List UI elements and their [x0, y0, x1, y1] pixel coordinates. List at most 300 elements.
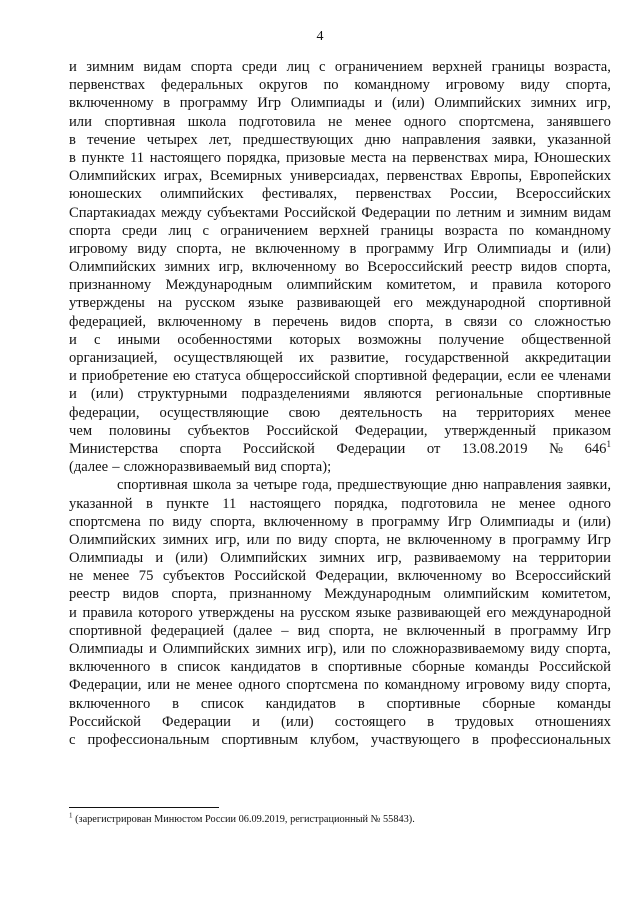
- text-line: [69, 531, 611, 549]
- word: зимних: [530, 95, 577, 112]
- text-line: [69, 640, 611, 658]
- word: спортивная: [117, 477, 188, 494]
- text-line: [69, 713, 611, 731]
- word: дню: [364, 131, 391, 148]
- word: и: [506, 204, 515, 221]
- word: Олимпийских: [162, 641, 250, 657]
- word: видам: [573, 204, 611, 221]
- word: по: [148, 513, 165, 530]
- word: развивающей: [396, 604, 481, 621]
- word: командному: [535, 222, 611, 239]
- word: спорта,: [328, 622, 375, 639]
- text-line: [69, 313, 611, 331]
- word: игровому: [69, 240, 128, 257]
- body-text: [69, 58, 611, 749]
- text-line: [69, 294, 611, 312]
- word: список: [200, 695, 244, 712]
- word: верхней: [432, 59, 483, 75]
- word: виду: [530, 677, 560, 694]
- word: спорта: [179, 440, 222, 457]
- word: четыре: [253, 477, 298, 494]
- word: Федерации: [361, 204, 431, 221]
- word: олимпийских: [160, 186, 244, 203]
- word: спорта,: [565, 641, 611, 657]
- word: олимпийским: [443, 586, 529, 603]
- word: перечень: [272, 313, 329, 330]
- word: и: [69, 386, 77, 403]
- word: программу: [371, 513, 440, 530]
- word: Федерации: [336, 440, 406, 457]
- word: их: [299, 350, 315, 366]
- word: федеральных: [160, 77, 244, 94]
- word: в: [253, 313, 261, 330]
- text-line: [69, 695, 611, 713]
- word: на: [157, 295, 173, 312]
- word: правила: [82, 604, 133, 621]
- word: Юношеских: [534, 149, 611, 166]
- word: комитетом,: [541, 586, 611, 603]
- word: Всероссийский: [515, 568, 611, 585]
- text-line: [69, 58, 611, 76]
- word: Федерации: [162, 713, 231, 730]
- word: игр,: [586, 95, 611, 112]
- word: реестр: [471, 259, 513, 276]
- word: участвующего: [370, 731, 461, 748]
- word: спортивная: [104, 113, 176, 130]
- word: являются: [363, 386, 422, 403]
- word: игровому: [465, 677, 525, 694]
- word: во: [344, 259, 359, 276]
- word: трудовых: [455, 713, 514, 730]
- word: по: [323, 77, 339, 94]
- word: спорта,: [209, 513, 256, 530]
- word: территории: [539, 550, 611, 567]
- word: Спартакиадах: [69, 204, 156, 221]
- word: Министерства: [69, 440, 159, 457]
- text-line: [69, 149, 611, 167]
- word: первенствах: [386, 168, 463, 185]
- word: состоящего: [334, 713, 406, 730]
- word: предшествующих: [242, 131, 354, 148]
- word: отношениях: [535, 713, 611, 730]
- word: утверждены: [69, 295, 145, 312]
- text-line: [69, 458, 611, 476]
- word: его: [393, 295, 413, 312]
- word: Олимпиады: [479, 513, 555, 530]
- word: Олимпийских: [69, 168, 156, 185]
- word: Федерации,: [315, 568, 389, 585]
- word: осуществляющей: [173, 350, 283, 366]
- word: Международным: [324, 586, 431, 603]
- word: направления: [402, 131, 481, 148]
- word: Российской: [234, 568, 307, 585]
- word: кандидатов: [265, 695, 336, 712]
- word: Европейских: [529, 168, 611, 185]
- word: общероссийской: [245, 368, 350, 385]
- word: сложноразвиваемому: [391, 641, 525, 657]
- word: –: [281, 622, 289, 639]
- word: возможны: [357, 331, 422, 348]
- word: Федерации,: [69, 677, 142, 694]
- word: в: [445, 313, 453, 330]
- word: предшествующие: [337, 477, 448, 494]
- word: признанному: [69, 277, 152, 294]
- word: виду: [520, 77, 550, 94]
- page-number: 4: [316, 29, 324, 44]
- word: в: [356, 513, 364, 530]
- word: в: [69, 149, 76, 166]
- word: в: [69, 131, 76, 148]
- word: одного: [238, 677, 281, 694]
- word: сборные: [482, 695, 536, 712]
- word: Игр: [587, 531, 611, 548]
- word: на: [442, 404, 457, 421]
- word: пункте: [81, 149, 125, 166]
- word: заявки,: [566, 477, 611, 494]
- word: подготовила: [238, 113, 316, 130]
- word: в: [349, 240, 357, 257]
- word: федерацией,: [69, 313, 146, 330]
- word: Российской: [69, 713, 141, 730]
- word: спорта,: [565, 259, 611, 276]
- word: спортивным: [221, 731, 299, 748]
- word: 13.08.2019: [461, 440, 528, 457]
- word: вид: [297, 622, 320, 639]
- word: (или): [281, 713, 314, 730]
- word: если: [507, 368, 536, 385]
- word: Российской: [266, 422, 339, 439]
- word: субъектов: [187, 422, 250, 439]
- word: занявшего: [546, 113, 611, 130]
- word: подготовила: [401, 495, 478, 512]
- word: международной: [511, 604, 611, 621]
- word: спортивные: [386, 695, 461, 712]
- word: и: [69, 368, 77, 385]
- text-line: [69, 622, 611, 640]
- word: Игр: [443, 240, 468, 257]
- word: Олимпиады: [69, 641, 144, 657]
- word: федерации,: [69, 404, 140, 421]
- word: юношеских: [69, 186, 142, 203]
- word: чем: [69, 422, 93, 439]
- word: или: [246, 531, 270, 548]
- footnote-divider: [69, 807, 219, 808]
- word: в: [494, 622, 502, 639]
- word: №: [549, 440, 564, 457]
- word: Российской: [284, 204, 356, 221]
- word: летним: [456, 204, 502, 221]
- word: или: [69, 113, 92, 130]
- word: аккредитации: [525, 350, 611, 366]
- word: виду: [298, 531, 328, 548]
- word: игр),: [306, 641, 337, 657]
- word: программу: [512, 531, 581, 548]
- word: утверждены: [198, 604, 275, 621]
- word: признанному: [229, 586, 312, 603]
- text-line: [69, 276, 611, 294]
- footnote-marker: 1: [69, 811, 73, 820]
- word: спортивной: [538, 295, 611, 312]
- word: первенствах: [412, 149, 489, 166]
- word: первенствах: [69, 77, 146, 94]
- word: направления: [483, 477, 562, 494]
- text-line: [69, 167, 611, 185]
- word: и: [374, 95, 383, 112]
- text-line: [69, 495, 611, 513]
- word: статуса: [195, 368, 241, 385]
- word: Игр: [587, 622, 611, 639]
- word: видов: [520, 259, 558, 276]
- word: и: [155, 550, 164, 567]
- word: включенного: [69, 659, 151, 676]
- word: 75: [138, 568, 154, 585]
- word: по: [509, 222, 525, 239]
- footnote-reference: 1: [606, 439, 611, 450]
- word: указанной: [547, 131, 611, 148]
- word: особенностями: [177, 331, 273, 348]
- word: со: [508, 313, 523, 330]
- word: игр,: [377, 550, 402, 567]
- word: видов: [340, 313, 377, 330]
- word: виду: [530, 641, 560, 657]
- text-line: [69, 113, 611, 131]
- word: спорта);: [280, 459, 332, 476]
- text-line: [69, 258, 611, 276]
- word: подразделениями: [241, 386, 350, 403]
- word: по: [363, 677, 379, 694]
- word: (или): [90, 386, 124, 403]
- word: 11: [222, 495, 237, 512]
- word: Международным: [165, 277, 273, 294]
- word: настоящего: [249, 495, 321, 512]
- word: в: [498, 531, 506, 548]
- word: игровому: [445, 77, 505, 94]
- text-line: [69, 422, 611, 440]
- word: осуществляющие: [159, 404, 269, 421]
- word: зимним: [86, 59, 134, 75]
- word: настоящего: [149, 149, 222, 166]
- word: возраста: [444, 222, 498, 239]
- word: получение: [438, 331, 505, 348]
- word: лет,: [208, 131, 232, 148]
- word: в: [427, 713, 434, 730]
- word: границы: [380, 222, 434, 239]
- word: программу: [366, 240, 434, 257]
- word: спортивной: [69, 622, 142, 639]
- word: спорта: [190, 59, 233, 75]
- word: организацией,: [69, 350, 158, 366]
- word: указанной: [69, 495, 133, 512]
- word: –: [112, 459, 120, 476]
- word: виду: [172, 513, 202, 530]
- word: государственной: [404, 350, 509, 366]
- word: четырех: [146, 131, 198, 148]
- word: профессиональных: [490, 731, 611, 748]
- word: реестр: [69, 586, 110, 603]
- word: развитие,: [330, 350, 389, 366]
- word: зимним: [520, 204, 568, 221]
- word: иными: [117, 331, 161, 348]
- word: деятельность: [340, 404, 423, 421]
- text-line: [69, 385, 611, 403]
- word: субъектов: [162, 568, 225, 585]
- word: в: [163, 95, 171, 112]
- text-line: [69, 185, 611, 203]
- word: спортсмена,: [458, 113, 535, 130]
- word: и: [252, 713, 260, 730]
- word: спорта,: [334, 531, 380, 548]
- text-line: [69, 585, 611, 603]
- word: включенный: [406, 622, 486, 639]
- word: его: [486, 604, 506, 621]
- word: ограничением: [334, 59, 423, 75]
- word: спортивные: [537, 386, 611, 403]
- word: русском: [185, 295, 236, 312]
- word: спорта,: [565, 677, 611, 694]
- word: играх,: [163, 168, 203, 185]
- word: зимних: [255, 641, 302, 657]
- word: Олимпийских: [220, 550, 308, 567]
- text-line: [69, 404, 611, 422]
- word: Всемирных: [209, 168, 283, 185]
- word: универсиадах,: [289, 168, 379, 185]
- word: которого: [138, 604, 193, 621]
- word: языке: [355, 604, 392, 621]
- text-line-with-footnote-ref: [69, 440, 611, 458]
- word: порядка,: [334, 495, 388, 512]
- word: пункте: [166, 495, 209, 512]
- word: ограничением: [220, 222, 309, 239]
- word: не: [69, 568, 84, 585]
- word: список: [177, 659, 221, 676]
- word: по: [276, 531, 292, 548]
- word: не: [175, 677, 191, 694]
- text-line: [69, 367, 611, 385]
- word: спорта,: [171, 586, 217, 603]
- word: среди: [121, 222, 158, 239]
- text-line: [69, 604, 611, 622]
- word: видам: [143, 59, 182, 75]
- word: лиц: [286, 59, 310, 75]
- word: спорта,: [388, 313, 434, 330]
- word: Игр: [447, 513, 472, 530]
- word: Олимпийских: [69, 259, 156, 276]
- word: и: [149, 641, 157, 657]
- word: сборные: [411, 659, 465, 676]
- word: границы: [491, 59, 545, 75]
- word: (или): [175, 550, 208, 567]
- word: виду: [137, 240, 167, 257]
- word: среди: [241, 59, 278, 75]
- word: или: [147, 677, 171, 694]
- word: команды: [556, 695, 611, 712]
- word: не: [491, 495, 506, 512]
- word: профессиональным: [87, 731, 210, 748]
- word: Олимпиады: [477, 240, 552, 257]
- word: территориях: [476, 404, 555, 421]
- word: сложностью: [534, 313, 611, 330]
- text-line: [69, 676, 611, 694]
- word: $646^1$: [584, 439, 611, 457]
- word: кандидатов: [230, 659, 301, 676]
- word: региональные: [435, 386, 524, 403]
- word: команды: [474, 659, 529, 676]
- word: Российской: [539, 659, 611, 676]
- word: ею: [172, 368, 191, 385]
- word: округов: [259, 77, 308, 94]
- text-line: [69, 222, 611, 240]
- text-line: [69, 240, 611, 258]
- word: не: [383, 622, 398, 639]
- word: включенному: [397, 568, 483, 585]
- word: видов: [122, 586, 159, 603]
- text-line: [69, 204, 611, 222]
- word: русском: [300, 604, 351, 621]
- word: вид: [254, 459, 277, 476]
- word: менее: [518, 495, 556, 512]
- word: между: [161, 204, 202, 221]
- word: мира,: [493, 149, 529, 166]
- word: Игр: [257, 95, 282, 112]
- word: включенному: [251, 259, 337, 276]
- footnote-text: (зарегистрирован Минюстом России 06.09.2019, регистрационный № 55843).: [75, 814, 415, 825]
- word: Всероссийских: [515, 186, 611, 203]
- word: по: [371, 641, 387, 657]
- word: Олимпийских: [434, 95, 522, 112]
- word: школа: [192, 477, 232, 494]
- text-line: [69, 76, 611, 94]
- word: зимних: [164, 259, 211, 276]
- word: международной: [425, 295, 526, 312]
- word: верхней: [319, 222, 370, 239]
- word: (далее: [233, 622, 273, 639]
- word: включенного: [69, 695, 151, 712]
- word: с: [318, 59, 326, 75]
- text-line: [69, 549, 611, 567]
- word: в: [172, 695, 180, 712]
- word: призовые: [286, 149, 346, 166]
- word: Российской: [242, 440, 315, 457]
- text-line: [69, 567, 611, 585]
- word: включенному: [263, 513, 349, 530]
- word: с: [69, 731, 76, 748]
- word: олимпийским: [286, 277, 373, 294]
- word: во: [491, 568, 506, 585]
- word: в: [310, 659, 318, 676]
- word: и: [69, 331, 77, 348]
- word: включенному: [407, 531, 493, 548]
- word: федерации,: [432, 368, 503, 385]
- word: (далее: [69, 459, 109, 476]
- word: и: [69, 604, 77, 621]
- word: и: [562, 513, 571, 530]
- word: с: [202, 222, 210, 239]
- word: и: [470, 277, 478, 294]
- word: лиц: [168, 222, 192, 239]
- word: заявки,: [491, 131, 537, 148]
- word: (или): [578, 240, 611, 257]
- word: включенному: [255, 240, 340, 257]
- word: и: [560, 240, 569, 257]
- word: спорта,: [565, 77, 611, 94]
- word: зимних: [319, 550, 365, 567]
- word: в: [472, 731, 479, 748]
- footnote: [69, 813, 415, 826]
- word: Олимпиады: [290, 95, 365, 112]
- word: игр,: [218, 259, 244, 276]
- word: членами: [558, 368, 611, 385]
- word: включенному: [157, 313, 243, 330]
